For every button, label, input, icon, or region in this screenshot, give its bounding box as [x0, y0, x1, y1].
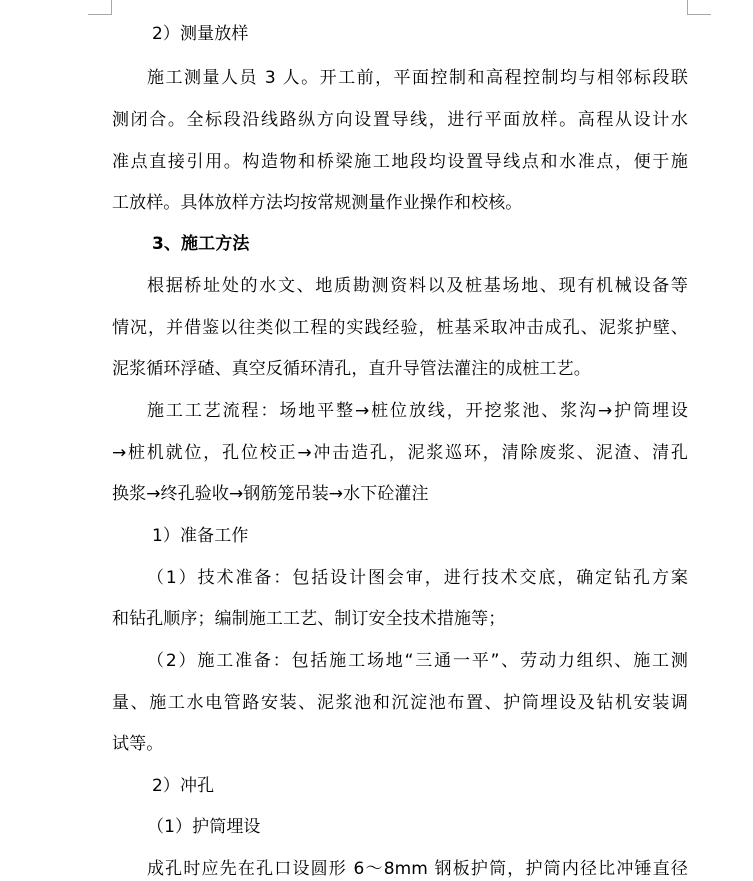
subheading-preparation: 1）准备工作 — [152, 526, 249, 546]
paragraph-line: 测闭合。全标段沿线路纵方向设置导线，进行平面放样。高程从设计水 — [112, 110, 688, 130]
paragraph-line: 和钻孔顺序；编制施工工艺、制订安全技术措施等； — [112, 609, 506, 629]
paragraph-line: 成孔时应先在孔口设圆形 6～8mm 钢板护筒，护筒内径比冲锤直径 — [147, 859, 688, 879]
paragraph-line: 根据桥址处的水文、地质勘测资料以及桩基场地、现有机械设备等 — [147, 276, 688, 296]
paragraph-line: 情况，并借鉴以往类似工程的实践经验，桩基采取冲击成孔、泥浆护壁、 — [112, 318, 688, 338]
paragraph-line: 施工工艺流程：场地平整→桩位放线，开挖浆池、浆沟→护筒埋设 — [147, 401, 688, 421]
paragraph-line: 工放样。具体放样方法均按常规测量作业操作和校核。 — [112, 193, 523, 213]
paragraph-line: →桩机就位，孔位校正→冲击造孔，泥浆巡环，清除废浆、泥渣、清孔 — [112, 443, 688, 463]
crop-mark-right-vertical — [687, 0, 688, 14]
subheading-survey-layout: 2）测量放样 — [152, 24, 249, 44]
paragraph-line: 泥浆循环浮碴、真空反循环清孔，直升导管法灌注的成桩工艺。 — [112, 359, 591, 379]
paragraph-line: 准点直接引用。构造物和桥梁施工地段均设置导线点和水准点，便于施 — [112, 152, 688, 172]
paragraph-line: （1）技术准备：包括设计图会审，进行技术交底，确定钻孔方案 — [147, 568, 688, 588]
paragraph-line: 量、施工水电管路安装、泥浆池和沉淀池布置、护筒埋设及钻机安装调 — [112, 693, 688, 713]
paragraph-line: （2）施工准备：包括施工场地“三通一平”、劳动力组织、施工测 — [147, 651, 688, 671]
paragraph-line: 施工测量人员 3 人。开工前，平面控制和高程控制均与相邻标段联 — [147, 68, 688, 88]
paragraph-line: 试等。 — [112, 734, 164, 754]
subheading-drilling: 2）冲孔 — [152, 776, 215, 796]
crop-mark-right-horizontal — [687, 14, 711, 15]
section-heading-construction-method: 3、施工方法 — [152, 234, 250, 254]
subheading-casing-installation: （1）护筒埋设 — [147, 817, 261, 837]
crop-mark-left-vertical — [111, 0, 112, 14]
paragraph-line: 换浆→终孔验收→钢筋笼吊装→水下砼灌注 — [112, 484, 429, 504]
crop-mark-left-horizontal — [88, 14, 112, 15]
